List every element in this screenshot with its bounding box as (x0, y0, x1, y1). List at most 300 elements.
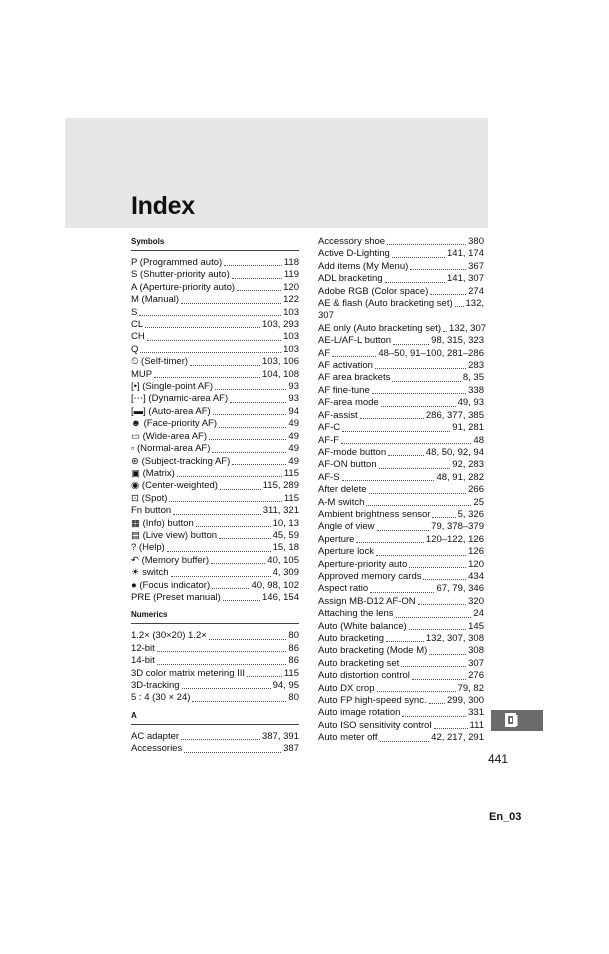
index-pages: 145 (468, 620, 484, 632)
index-term: A (Aperture-priority auto) (131, 281, 236, 293)
index-entry (131, 505, 299, 517)
index-pages: 103, 293 (262, 319, 299, 331)
index-entry (318, 509, 484, 521)
leader-dots (181, 303, 281, 304)
index-entry (318, 348, 484, 360)
index-entry (318, 335, 484, 347)
index-entry (131, 307, 299, 319)
index-pages-continued: 307 (318, 310, 334, 322)
index-pages: 86 (288, 642, 299, 654)
index-term: ▣ (Matrix) (131, 467, 175, 479)
leader-dots (434, 728, 468, 729)
index-entry (318, 484, 484, 496)
section-rule (131, 623, 299, 624)
leader-dots (381, 406, 456, 407)
index-entry (131, 555, 299, 567)
leader-dots (213, 414, 287, 415)
index-pages: 48, 91, 282 (436, 471, 484, 483)
leader-dots (356, 542, 423, 543)
index-term: ? (Help) (131, 542, 165, 554)
leader-dots (184, 752, 281, 753)
index-entry (131, 643, 299, 655)
index-entry-wrapped (318, 298, 484, 323)
index-pages: 119 (283, 269, 299, 281)
index-term: PRE (Preset manual) (131, 591, 221, 603)
index-pages: 48 (473, 434, 484, 446)
index-entry (318, 534, 484, 546)
index-term: Q (131, 343, 139, 355)
index-pages: 118 (283, 257, 299, 268)
index-pages: 276 (468, 670, 484, 682)
index-pages: 103 (283, 306, 299, 318)
index-entry (131, 282, 299, 294)
index-term: ◉ (Center-weighted) (131, 480, 218, 492)
index-pages: 86 (288, 655, 299, 667)
index-pages: 48, 50, 92, 94 (425, 446, 484, 458)
leader-dots (212, 588, 249, 589)
index-entry (131, 431, 299, 443)
index-term: AE only (Auto bracketing set) (318, 322, 442, 334)
index-term: Fn button (131, 505, 172, 517)
index-pages: 266 (468, 484, 484, 496)
index-entry (318, 546, 484, 558)
index-entry (131, 269, 299, 281)
index-entry (131, 530, 299, 542)
index-term: AF activation (318, 360, 373, 372)
index-entry (318, 683, 484, 695)
index-pages: 104, 108 (262, 368, 299, 380)
index-pages: 45, 59 (272, 529, 299, 541)
index-term: M (Manual) (131, 294, 180, 306)
leader-dots (410, 269, 466, 270)
index-term: 14-bit (131, 655, 155, 667)
index-entry (131, 456, 299, 468)
index-entry (131, 393, 299, 405)
leader-dots (230, 402, 286, 403)
index-term: ⊛ (Subject-tracking AF) (131, 455, 231, 467)
index-entry (318, 633, 484, 645)
leader-dots (429, 703, 445, 704)
index-pages: 146, 154 (262, 591, 299, 603)
index-term: 3D-tracking (131, 680, 180, 691)
leader-dots (455, 306, 464, 307)
index-term: ☀ switch (131, 567, 169, 579)
leader-dots (232, 278, 282, 279)
index-term: Adobe RGB (Color space) (318, 285, 429, 297)
index-term: ☻ (Face-priority AF) (131, 418, 218, 430)
index-term: CL (131, 319, 144, 331)
footer-code: En_03 (489, 811, 522, 823)
index-term: Approved memory cards (318, 570, 422, 582)
index-pages: 49 (288, 430, 299, 442)
leader-dots (196, 526, 271, 527)
index-pages: 283 (468, 360, 484, 372)
index-entry (318, 608, 484, 620)
index-pages: 434 (468, 570, 484, 582)
index-entry (318, 248, 484, 260)
leader-dots (209, 639, 287, 640)
index-entry (318, 459, 484, 471)
leader-dots (375, 368, 466, 369)
index-entry (131, 680, 299, 692)
index-entry (131, 580, 299, 592)
index-entry (318, 707, 484, 719)
leader-dots (393, 344, 429, 345)
index-term: AF fine-tune (318, 384, 370, 396)
index-pages: 49 (288, 443, 299, 455)
index-pages: 79, 82 (457, 682, 484, 694)
index-pages: 132, 307, 308 (425, 633, 484, 644)
numerics-list (131, 630, 299, 704)
index-entry (318, 322, 487, 335)
leader-dots (247, 676, 282, 677)
leader-dots (139, 315, 281, 316)
leader-dots (369, 493, 467, 494)
leader-dots (409, 567, 466, 568)
index-term: AE-L/AF-L button (318, 335, 392, 347)
index-entry (131, 542, 299, 554)
index-term: ⊡ (Spot) (131, 492, 168, 504)
index-pages: 367 (468, 260, 484, 272)
index-entry (131, 480, 299, 492)
index-entry (131, 630, 299, 642)
index-term: Auto FP high-speed sync. (318, 695, 427, 707)
section-heading-numerics: Numerics (131, 610, 168, 620)
leader-dots (147, 340, 281, 341)
index-pages: 120 (283, 281, 299, 293)
index-term: S (Shutter-priority auto) (131, 269, 230, 281)
leader-dots (177, 476, 282, 477)
leader-dots (392, 381, 461, 382)
index-entry (318, 695, 484, 707)
right-entries-before (318, 236, 484, 298)
leader-dots (219, 538, 271, 539)
leader-dots (223, 600, 260, 601)
index-entry (318, 571, 484, 583)
leader-dots (173, 514, 261, 515)
leader-dots (396, 617, 472, 618)
index-pages: 111 (469, 719, 484, 731)
index-term: Auto bracketing (318, 633, 385, 644)
index-pages: 387, 391 (262, 730, 299, 742)
index-entry (318, 385, 484, 397)
index-pages: 4, 309 (272, 567, 299, 579)
index-pages: 92, 283 (452, 459, 484, 471)
index-pages: 79, 378–379 (431, 521, 484, 533)
a-list (131, 731, 299, 756)
index-entry (131, 493, 299, 505)
index-term: Auto distortion control (318, 670, 410, 682)
index-entry (131, 356, 299, 368)
index-entry (318, 360, 484, 372)
index-term: Active D-Lighting (318, 248, 390, 260)
index-pages: 311, 321 (262, 505, 299, 517)
leader-dots (215, 389, 286, 390)
index-term: Accessories (131, 743, 183, 755)
index-term: AE & flash (Auto bracketing set) (318, 298, 453, 310)
index-term: MUP (131, 368, 153, 380)
index-pages: 308 (468, 645, 484, 657)
index-pages: 126 (468, 546, 484, 558)
index-term: Assign MB-D12 AF-ON (318, 595, 416, 607)
index-entry (131, 518, 299, 530)
index-pages: 299, 300 (447, 695, 484, 707)
leader-dots (423, 579, 466, 580)
index-term: ADL bracketing (318, 273, 383, 285)
index-entry (318, 372, 484, 384)
section-heading-symbols: Symbols (131, 237, 165, 246)
index-entry (131, 468, 299, 480)
index-entry (131, 443, 299, 455)
index-term: AF (318, 347, 331, 359)
leader-dots (212, 452, 286, 453)
leader-dots (386, 641, 424, 642)
index-pages: 115 (283, 467, 299, 479)
index-pages: 141, 174 (447, 248, 484, 260)
page-title: Index (131, 192, 195, 220)
index-pages: 49, 93 (457, 397, 484, 409)
index-entry (318, 720, 484, 732)
index-term: ⏲ (Self-timer) (131, 356, 189, 368)
index-term: [▬] (Auto-area AF) (131, 405, 211, 417)
index-entry (131, 692, 299, 704)
index-pages: 49 (288, 455, 299, 467)
index-entry (318, 596, 484, 608)
index-entry (131, 668, 299, 680)
section-rule (131, 724, 299, 725)
index-term: AF-assist (318, 409, 358, 421)
leader-dots (443, 331, 447, 332)
index-entry (131, 331, 299, 343)
leader-dots (376, 555, 466, 556)
index-pages: 320 (468, 595, 484, 607)
index-pages: 93 (288, 381, 299, 393)
leader-dots (372, 393, 466, 394)
index-term: Auto bracketing set (318, 657, 400, 669)
index-term: 12-bit (131, 642, 155, 654)
index-entry (318, 435, 484, 447)
index-entry (318, 732, 484, 744)
index-pages: 15, 18 (272, 542, 299, 554)
index-term: 3D color matrix metering III (131, 667, 246, 679)
leader-dots (157, 664, 287, 665)
index-pages: 25 (473, 496, 484, 508)
section-heading-a: A (131, 710, 137, 720)
index-term: AF-area mode (318, 397, 379, 409)
index-pages: 80 (288, 692, 299, 704)
index-entry (318, 447, 484, 459)
leader-dots (402, 716, 466, 717)
index-pages: 40, 98, 102 (251, 579, 299, 591)
index-term: AF-F (318, 434, 340, 446)
index-term: Auto bracketing (Mode M) (318, 645, 428, 657)
leader-dots (157, 651, 287, 652)
index-term: Auto ISO sensitivity control (318, 719, 432, 731)
leader-dots (154, 377, 260, 378)
index-entry (318, 521, 484, 533)
leader-dots (377, 530, 430, 531)
index-term: AF-ON button (318, 459, 377, 471)
index-term: 1.2× (30×20) 1.2× (131, 630, 207, 642)
index-pages: 67, 79, 346 (436, 583, 484, 595)
index-term: ● (Focus indicator) (131, 579, 211, 591)
leader-dots (360, 418, 424, 419)
leader-dots (387, 244, 466, 245)
index-pages: 286, 377, 385 (425, 409, 484, 421)
leader-dots (370, 592, 434, 593)
index-pages: 24 (473, 608, 484, 620)
leader-dots (380, 741, 430, 742)
index-term: Auto DX crop (318, 682, 375, 694)
index-entry (131, 294, 299, 306)
leader-dots (418, 604, 466, 605)
index-entry (131, 381, 299, 393)
index-pages: 42, 217, 291 (431, 732, 484, 744)
leader-dots (377, 691, 456, 692)
leader-dots (341, 443, 471, 444)
leader-dots (332, 356, 376, 357)
index-pages: 115 (283, 492, 299, 504)
index-entry (318, 410, 484, 422)
index-entry (131, 567, 299, 579)
index-entry (318, 583, 484, 595)
leader-dots (429, 654, 466, 655)
index-term: AF-S (318, 471, 340, 483)
index-term: Accessory shoe (318, 236, 386, 247)
right-entries-after (318, 322, 487, 745)
index-term: Ambient brightness sensor (318, 508, 431, 520)
leader-dots (432, 517, 455, 518)
index-term: A-M switch (318, 496, 365, 508)
index-pages: 274 (468, 285, 484, 297)
index-entry (318, 261, 484, 273)
index-entry (318, 397, 484, 409)
index-entry (318, 273, 484, 285)
leader-dots (232, 464, 286, 465)
index-pages: 98, 315, 323 (431, 335, 484, 347)
index-term: S (131, 306, 138, 318)
index-entry (131, 743, 299, 755)
index-term: AF-mode button (318, 446, 387, 458)
index-term: AC adapter (131, 730, 180, 742)
leader-dots (401, 666, 466, 667)
leader-dots (211, 563, 265, 564)
leader-dots (409, 629, 466, 630)
index-pages: 120–122, 126 (425, 533, 484, 545)
index-term: ▤ (Live view) button (131, 529, 218, 541)
index-term: ▦ (Info) button (131, 517, 194, 529)
index-term: Auto meter off (318, 732, 378, 744)
leader-dots (220, 489, 261, 490)
index-entry (131, 319, 299, 331)
leader-dots (366, 505, 471, 506)
index-pages: 48–50, 91–100, 281–286 (378, 347, 484, 359)
index-pages: 141, 307 (447, 273, 484, 285)
index-term: Aperture (318, 533, 355, 545)
index-term: 5 : 4 (30 × 24) (131, 692, 191, 704)
index-entry (131, 655, 299, 667)
index-entry (131, 257, 299, 269)
index-entry (131, 369, 299, 381)
index-pages: 40, 105 (267, 554, 299, 566)
leader-dots (412, 679, 466, 680)
index-pages: 387 (283, 743, 299, 755)
index-term: Aspect ratio (318, 583, 369, 595)
index-pages: 5, 326 (457, 508, 484, 520)
index-entry (131, 406, 299, 418)
leader-dots (171, 576, 271, 577)
index-pages: 103 (283, 343, 299, 355)
leader-dots (379, 468, 451, 469)
leader-dots (219, 427, 286, 428)
index-pages: 122 (283, 294, 299, 306)
leader-dots (145, 327, 260, 328)
index-pages: 93 (288, 393, 299, 405)
index-pages: 94 (288, 405, 299, 417)
leader-dots (342, 480, 435, 481)
index-term: AF area brackets (318, 372, 391, 384)
leader-dots (140, 352, 281, 353)
index-right-column (318, 236, 487, 745)
symbols-list (131, 257, 299, 604)
index-pages: 380 (468, 236, 484, 247)
index-term: Add items (My Menu) (318, 260, 409, 272)
index-pages: 94, 95 (272, 680, 299, 691)
index-term: ▫ (Normal-area AF) (131, 443, 211, 455)
index-section-tab (491, 710, 543, 731)
index-pages: 331 (468, 707, 484, 719)
leader-dots (237, 290, 281, 291)
index-entry (318, 236, 484, 248)
index-pages: 49 (288, 418, 299, 430)
leader-dots (167, 551, 271, 552)
index-left-column (131, 236, 299, 756)
section-rule (131, 250, 299, 251)
index-book-icon (505, 713, 518, 728)
index-entry (318, 422, 484, 434)
index-term: Auto image rotation (318, 707, 401, 719)
leader-dots (224, 265, 282, 266)
index-term: After delete (318, 484, 367, 496)
leader-dots (192, 701, 286, 702)
index-entry (318, 645, 484, 657)
leader-dots (181, 739, 260, 740)
index-entry (318, 559, 484, 571)
index-entry (131, 344, 299, 356)
index-pages: 80 (288, 630, 299, 642)
index-pages: 10, 13 (272, 517, 299, 529)
index-term: CH (131, 331, 145, 343)
index-pages: 115 (283, 667, 299, 679)
index-term: Attaching the lens (318, 608, 394, 620)
index-entry (131, 592, 299, 604)
index-pages: 115, 289 (262, 480, 299, 492)
index-entry (131, 731, 299, 743)
index-pages: 338 (468, 384, 484, 396)
index-term: [⋯] (Dynamic-area AF) (131, 393, 229, 405)
index-entry (318, 497, 484, 509)
index-entry (318, 670, 484, 682)
index-entry (318, 658, 484, 670)
index-pages: 120 (468, 558, 484, 570)
index-pages: 8, 35 (462, 372, 484, 384)
index-pages: 103 (283, 331, 299, 343)
index-term: Auto (White balance) (318, 620, 407, 632)
leader-dots (392, 257, 445, 258)
index-pages: 132, 307 (449, 322, 487, 334)
index-entry (131, 418, 299, 430)
index-term: [•] (Single-point AF) (131, 381, 213, 393)
